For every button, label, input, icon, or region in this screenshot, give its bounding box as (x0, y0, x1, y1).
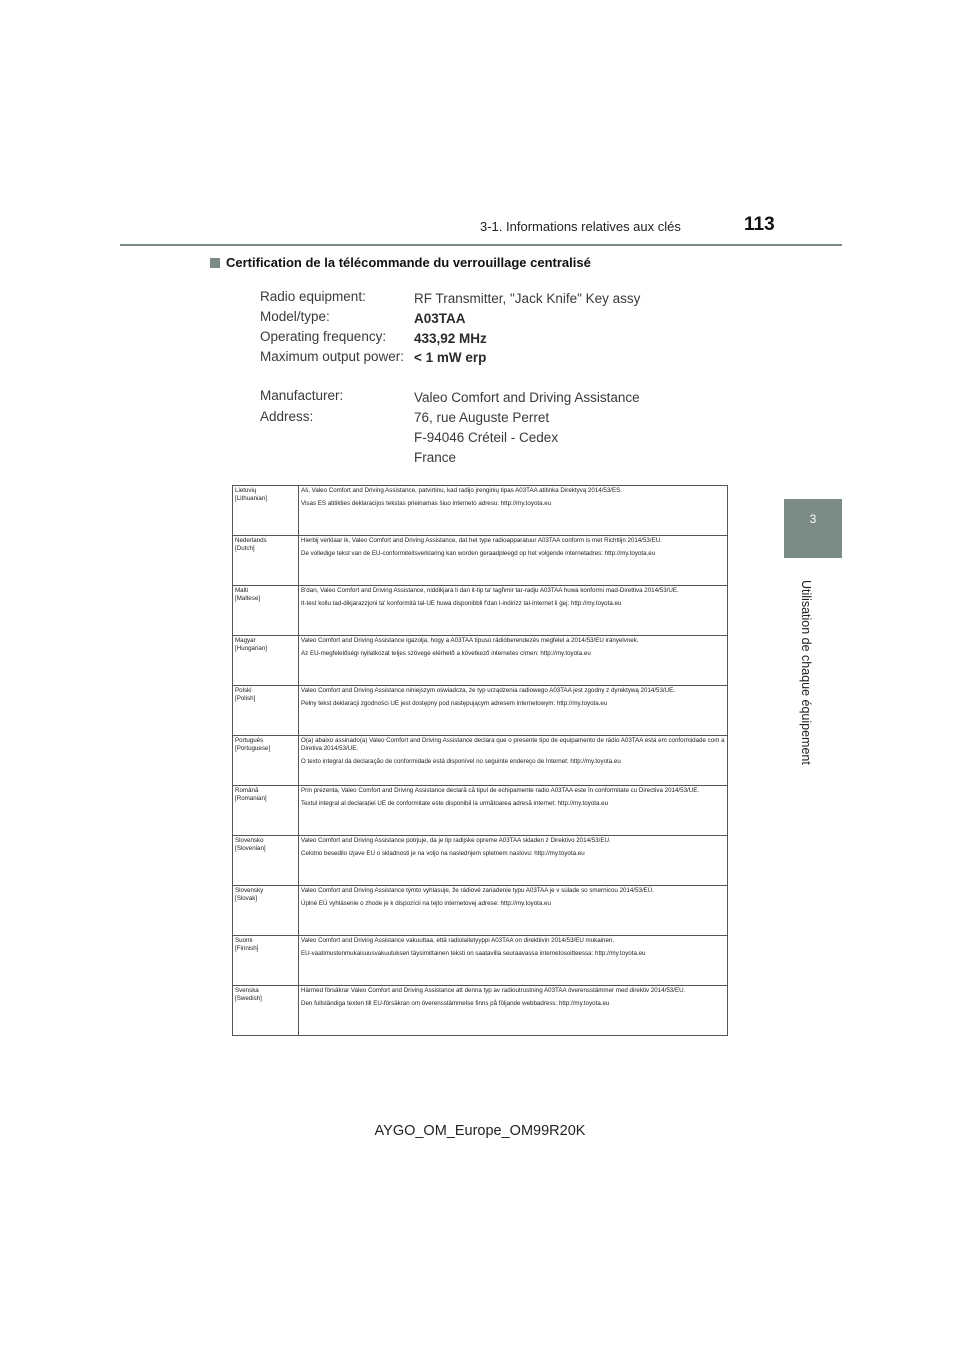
declaration-url-statement: Celotno besedilo izjave EU o skladnosti je na voljo na naslednjem spletnem naslovu: http://my.toyota.eu (301, 850, 585, 858)
language-cell (233, 736, 299, 786)
chapter-number: 3 (809, 512, 817, 526)
declaration-statement: Valeo Comfort and Driving Assistance potrjuje, da je tip radijske opreme A03TAA skladen z Direktivo 2014/53/EU. (301, 837, 611, 844)
language-name: Slovensky (235, 887, 264, 894)
power-value: < 1 mW erp (414, 350, 487, 365)
declaration-cell (299, 886, 728, 936)
table-row (233, 936, 728, 986)
table-row (233, 586, 728, 636)
language-name: Lietuvių (235, 487, 257, 494)
language-cell (233, 936, 299, 986)
address-line-1: 76, rue Auguste Perret (414, 410, 550, 425)
manufacturer-value: Valeo Comfort and Driving Assistance (414, 390, 640, 405)
language-cell (233, 636, 299, 686)
declaration-cell (299, 636, 728, 686)
declaration-cell (299, 936, 728, 986)
model-value: A03TAA (414, 311, 466, 326)
page-number: 113 (744, 214, 775, 235)
language-cell (233, 536, 299, 586)
table-row (233, 786, 728, 836)
model-label: Model/type: (260, 309, 330, 324)
declaration-url-statement: Textul integral al declarației UE de conformitate este disponibil la următoarea adresă internet: http://my.toyota.eu (301, 800, 609, 808)
document-footer: AYGO_OM_Europe_OM99R20K (374, 1123, 586, 1139)
language-cell (233, 686, 299, 736)
declaration-cell (299, 736, 728, 786)
table-row (233, 736, 728, 786)
declaration-cell (299, 536, 728, 586)
language-english-name: [Maltese] (235, 595, 261, 603)
chapter-tab[interactable] (784, 499, 842, 558)
radio-equipment-label: Radio equipment: (260, 289, 366, 304)
power-label: Maximum output power: (260, 349, 405, 364)
declaration-url-statement: De volledige tekst van de EU-conformiteitsverklaring kan worden geraadpleegd op het volgende internetadres: http://my.toyota.eu (301, 550, 656, 558)
language-english-name: [Finnish] (235, 945, 259, 953)
language-name: Nederlands (235, 537, 267, 544)
language-name: Magyar (235, 637, 256, 644)
declaration-url-statement: Den fullständiga texten till EU-försäkran om överensstämmelse finns på följande webbadress: http://my.toyota.eu (301, 1000, 610, 1008)
language-english-name: [Lithuanian] (235, 495, 267, 503)
language-english-name: [Slovenian] (235, 845, 266, 853)
frequency-value: 433,92 MHz (414, 331, 487, 346)
language-name: Suomi (235, 937, 253, 944)
square-bullet-icon (210, 258, 220, 268)
declaration-table (232, 485, 728, 1036)
table-row (233, 536, 728, 586)
manufacturer-label: Manufacturer: (260, 388, 344, 403)
declaration-statement: Valeo Comfort and Driving Assistance týmto vyhlasuje, že rádiové zariadenie typu A03TAA je v súlade so smernicou 2014/53/EÚ. (301, 887, 654, 894)
declaration-statement: Härmed försäkrar Valeo Comfort and Driving Assistance att denna typ av radioutrustning A03TAA överensstämmer med direktiv 2014/53/EU. (301, 987, 686, 994)
language-cell (233, 786, 299, 836)
address-line-2: F-94046 Créteil - Cedex (414, 430, 559, 445)
section-heading (210, 255, 591, 270)
declaration-url-statement: EU-vaatimustenmukaisuusvakuutuksen täysimittainen teksti on saatavilla seuraavassa internetosoitteessa: http://my.toyota.eu (301, 950, 646, 958)
declaration-statement: O(a) abaixo assinado(a) Valeo Comfort and Driving Assistance declara que o presente tipo de equipamento de rádio A03TAA está em conformidade com a Diretiva 2014/53/UE. (301, 737, 725, 753)
section-title: 3-1. Informations relatives aux clés (480, 219, 681, 234)
language-name: Slovensko (235, 837, 264, 844)
declaration-url-statement: It-test kollu tad-dikjarazzjoni ta' konformità tal-UE huwa disponibbli f'dan l-indirizz tal-Internet li ġej: http://my.toyota.eu (301, 600, 622, 608)
declaration-statement: Aš, Valeo Comfort and Driving Assistance, patvirtinu, kad radijo įrenginių tipas A03TAA atitinka Direktyvą 2014/53/ES. (301, 487, 622, 494)
language-english-name: [Hungarian] (235, 645, 267, 653)
chapter-side-label (797, 580, 817, 780)
declaration-cell (299, 486, 728, 536)
declaration-cell (299, 586, 728, 636)
declaration-statement: B'dan, Valeo Comfort and Driving Assistance, niddikjara li dan it-tip ta' tagħmir tar-radju A03TAA huwa konformi mad-Direttiva 2014/53/UE. (301, 587, 679, 594)
declaration-url-statement: O texto integral da declaração de conformidade está disponível no seguinte endereço de Internet: http://my.toyota.eu (301, 758, 621, 766)
language-name: Português (235, 737, 264, 744)
language-english-name: [Romanian] (235, 795, 267, 803)
frequency-label: Operating frequency: (260, 329, 387, 344)
address-label: Address: (260, 409, 314, 424)
language-english-name: [Portuguese] (235, 745, 271, 753)
language-name: Malti (235, 587, 249, 594)
table-row (233, 986, 728, 1036)
section-heading-text: Certification de la télécommande du verrouillage centralisé (226, 255, 591, 270)
declaration-url-statement: Visas ES atitikties deklaracijos tekstas prieinamas šiuo interneto adresu: http://my.toyota.eu (301, 500, 552, 508)
language-english-name: [Swedish] (235, 995, 262, 1003)
table-row (233, 886, 728, 936)
declaration-statement: Valeo Comfort and Driving Assistance igazolja, hogy a A03TAA típusú rádióberendezés megfelel a 2014/53/EU irányelvnek. (301, 637, 639, 644)
declaration-statement: Prin prezenta, Valeo Comfort and Driving Assistance declară că tipul de echipamente radio A03TAA este în conformitate cu Directiva 2014/53/UE. (301, 787, 700, 794)
declaration-url-statement: Úplné EÚ vyhlásenie o zhode je k dispozícii na tejto internetovej adrese: http://my.toyota.eu (301, 900, 551, 908)
address-line-3: France (414, 450, 457, 465)
table-row (233, 836, 728, 886)
language-cell (233, 836, 299, 886)
language-name: Svenska (235, 987, 259, 994)
declaration-cell (299, 686, 728, 736)
language-cell (233, 986, 299, 1036)
language-english-name: [Polish] (235, 695, 256, 703)
table-row (233, 486, 728, 536)
language-cell (233, 486, 299, 536)
declaration-statement: Valeo Comfort and Driving Assistance niniejszym oświadcza, że typ urządzenia radiowego A03TAA jest zgodny z dyrektywą 2014/53/UE. (301, 687, 675, 694)
declaration-statement: Hierbij verklaar ik, Valeo Comfort and Driving Assistance, dat het type radioapparatuur A03TAA conform is met Richtlijn 2014/53/EU. (301, 537, 662, 544)
table-row (233, 686, 728, 736)
language-cell (233, 586, 299, 636)
chapter-title: Utilisation de chaque équipement (799, 580, 813, 765)
language-english-name: [Dutch] (235, 545, 255, 553)
declaration-statement: Valeo Comfort and Driving Assistance vakuuttaa, että radiolaitetyyppi A03TAA on direktiivin 2014/53/EU mukainen. (301, 937, 615, 944)
declaration-cell (299, 836, 728, 886)
radio-equipment-value: RF Transmitter, "Jack Knife" Key assy (414, 291, 641, 306)
declaration-url-statement: Az EU-megfelelőségi nyilatkozat teljes szövege elérhető a következő internetes címen: http://my.toyota.eu (301, 650, 591, 658)
declaration-url-statement: Pełny tekst deklaracji zgodności UE jest dostępny pod następującym adresem internetowym: http://my.toyota.eu (301, 700, 608, 708)
header-divider (120, 244, 842, 246)
language-name: Polski (235, 687, 252, 694)
table-row (233, 636, 728, 686)
language-cell (233, 886, 299, 936)
declaration-cell (299, 986, 728, 1036)
language-name: Română (235, 787, 259, 794)
declaration-cell (299, 786, 728, 836)
language-english-name: [Slovak] (235, 895, 258, 903)
